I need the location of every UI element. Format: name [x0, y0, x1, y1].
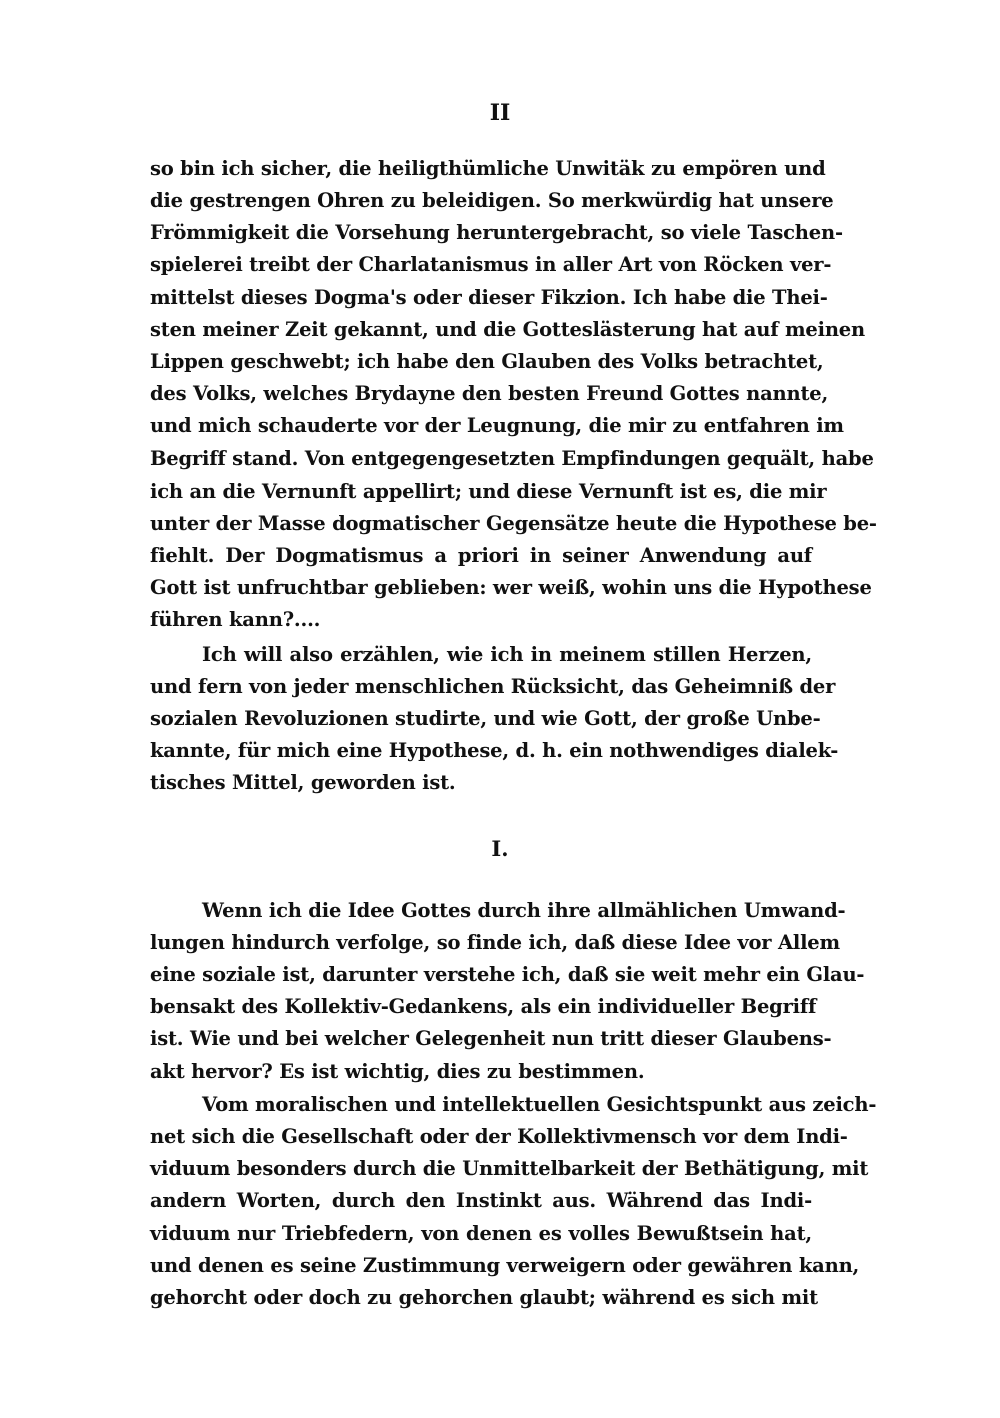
text-line: gehorcht oder doch zu gehorchen glaubt; während es sich mit	[150, 1286, 818, 1309]
text-line: net sich die Gesellschaft oder der Kollektivmensch vor dem Indi-	[150, 1125, 848, 1148]
text-line: die gestrengen Ohren zu beleidigen. So merkwürdig hat unsere	[150, 189, 834, 212]
text-line: führen kann?....	[150, 608, 321, 631]
section-heading: I.	[491, 836, 509, 861]
text-line: Ich will also erzählen, wie ich in meinem stillen Herzen,	[202, 643, 812, 666]
text-line: des Volks, welches Brydayne den besten Freund Gottes nannte,	[150, 382, 829, 405]
text-line: spielerei treibt der Charlatanismus in aller Art von Röcken ver-	[150, 253, 832, 276]
text-line: kannte, für mich eine Hypothese, d. h. ein nothwendiges dialek-	[150, 739, 839, 762]
text-line: Vom moralischen und intellektuellen Gesichtspunkt aus zeich-	[202, 1093, 877, 1116]
text-line: so bin ich sicher, die heiligthümliche Unwitäk zu empören und	[150, 157, 826, 180]
text-line: eine soziale ist, darunter verstehe ich, daß sie weit mehr ein Glau-	[150, 963, 865, 986]
text-line: fiehlt. Der Dogmatismus a priori in seiner Anwendung auf	[150, 544, 812, 567]
text-line: andern Worten, durch den Instinkt aus. Während das Indi-	[150, 1189, 812, 1212]
text-line: akt hervor? Es ist wichtig, dies zu bestimmen.	[150, 1060, 645, 1083]
text-line: ich an die Vernunft appellirt; und diese Vernunft ist es, die mir	[150, 480, 827, 503]
text-line: bensakt des Kollektiv-Gedankens, als ein individueller Begriff	[150, 995, 817, 1018]
text-line: Gott ist unfruchtbar geblieben: wer weiß, wohin uns die Hypothese	[150, 576, 872, 599]
text-line: lungen hindurch verfolge, so finde ich, daß diese Idee vor Allem	[150, 931, 840, 954]
text-line: tisches Mittel, geworden ist.	[150, 771, 456, 794]
text-line: unter der Masse dogmatischer Gegensätze heute die Hypothese be-	[150, 512, 877, 535]
text-line: und mich schauderte vor der Leugnung, die mir zu entfahren im	[150, 414, 844, 437]
page-number: II	[489, 100, 511, 126]
text-line: Lippen geschwebt; ich habe den Glauben des Volks betrachtet,	[150, 350, 824, 373]
text-line: mittelst dieses Dogma's oder dieser Fikzion. Ich habe die Thei-	[150, 286, 828, 309]
text-line: Frömmigkeit die Vorsehung heruntergebracht, so viele Taschen-	[150, 221, 843, 244]
text-line: viduum besonders durch die Unmittelbarkeit der Bethätigung, mit	[150, 1157, 869, 1180]
text-line: ist. Wie und bei welcher Gelegenheit nun tritt dieser Glaubens-	[150, 1027, 832, 1050]
text-line: und denen es seine Zustimmung verweigern oder gewähren kann,	[150, 1254, 860, 1277]
text-line: viduum nur Triebfedern, von denen es volles Bewußtsein hat,	[150, 1222, 812, 1245]
text-line: Wenn ich die Idee Gottes durch ihre allmählichen Umwand-	[202, 899, 846, 922]
text-line: Begriff stand. Von entgegengesetzten Empfindungen gequält, habe	[150, 447, 874, 470]
text-line: sozialen Revoluzionen studirte, und wie Gott, der große Unbe-	[150, 707, 821, 730]
text-line: und fern von jeder menschlichen Rücksicht, das Geheimniß der	[150, 675, 836, 698]
text-line: sten meiner Zeit gekannt, und die Gotteslästerung hat auf meinen	[150, 318, 865, 341]
